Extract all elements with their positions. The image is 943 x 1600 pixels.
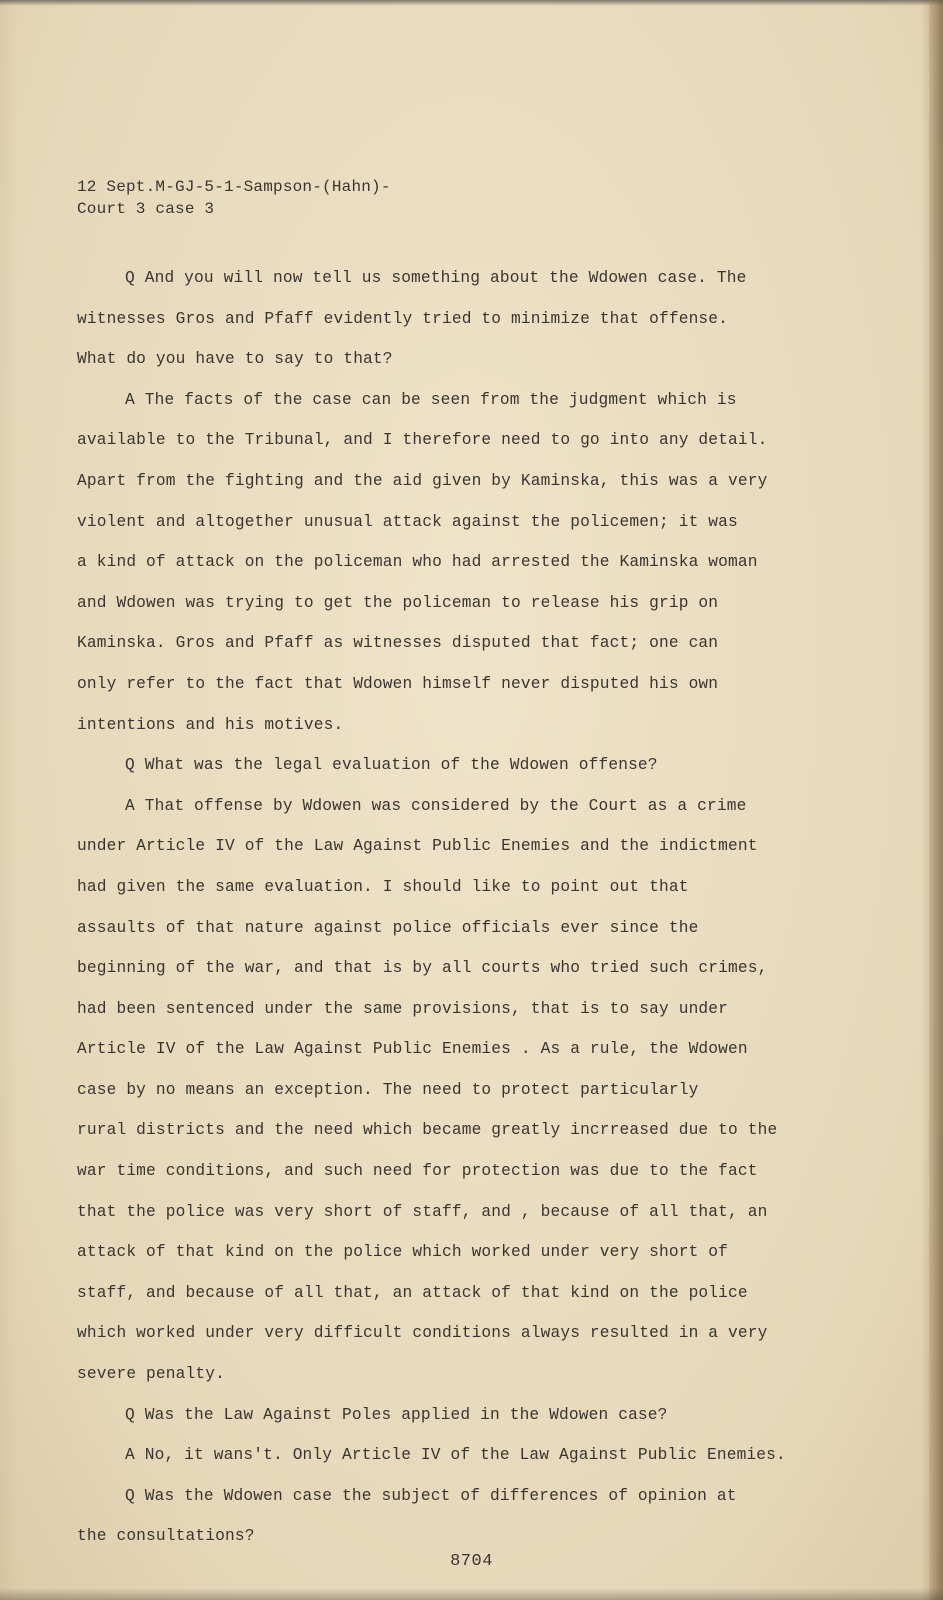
transcript-line: war time conditions, and such need for protection was due to the fact: [77, 1162, 758, 1181]
transcript-line: Kaminska. Gros and Pfaff as witnesses disputed that fact; one can: [77, 634, 719, 653]
transcript-line: only refer to the fact that Wdowen himself never disputed his own: [77, 674, 719, 693]
transcript-line: which worked under very difficult conditions always resulted in a very: [77, 1324, 768, 1343]
page-edge-shadow: [929, 0, 943, 1600]
transcript-line: intentions and his motives.: [77, 715, 344, 734]
transcript-line: assaults of that nature against police officials ever since the: [77, 918, 699, 937]
transcript-line: A No, it wans't. Only Article IV of the Law Against Public Enemies.: [125, 1446, 786, 1465]
transcript-line: witnesses Gros and Pfaff evidently tried to minimize that offense.: [77, 309, 729, 328]
transcript-line: available to the Tribunal, and I therefore need to go into any detail.: [77, 431, 768, 450]
transcript-line: Article IV of the Law Against Public Enemies . As a rule, the Wdowen: [77, 1040, 748, 1059]
transcript-line: a kind of attack on the policeman who had arrested the Kaminska woman: [77, 553, 758, 572]
transcript-line: beginning of the war, and that is by all courts who tried such crimes,: [77, 959, 768, 978]
transcript-body: [77, 258, 917, 1557]
transcript-line: violent and altogether unusual attack against the policemen; it was: [77, 512, 738, 531]
transcript-line: staff, and because of all that, an attack of that kind on the police: [77, 1283, 748, 1302]
transcript-line: Q What was the legal evaluation of the Wdowen offense?: [125, 756, 658, 775]
page-number: 8704: [450, 1552, 493, 1571]
page-bottom-shadow: [0, 1588, 943, 1600]
transcript-line: A That offense by Wdowen was considered by the Court as a crime: [125, 796, 747, 815]
transcript-line: and Wdowen was trying to get the policeman to release his grip on: [77, 593, 719, 612]
transcript-line: that the police was very short of staff, and , because of all that, an: [77, 1202, 768, 1221]
transcript-line: Q And you will now tell us something about the Wdowen case. The: [125, 269, 747, 287]
transcript-line: the consultations?: [77, 1527, 255, 1546]
transcript-line: A The facts of the case can be seen from the judgment which is: [125, 390, 737, 409]
transcript-line: attack of that kind on the police which worked under very short of: [77, 1243, 729, 1262]
transcript-line: rural districts and the need which became greatly incrreased due to the: [77, 1121, 778, 1140]
transcript-line: under Article IV of the Law Against Public Enemies and the indictment: [77, 837, 758, 856]
transcript-line: Apart from the fighting and the aid given by Kaminska, this was a very: [77, 471, 768, 490]
transcript-line: had been sentenced under the same provisions, that is to say under: [77, 999, 729, 1018]
transcript-line: Q Was the Law Against Poles applied in the Wdowen case?: [125, 1405, 668, 1424]
transcript-line: had given the same evaluation. I should like to point out that: [77, 877, 689, 896]
header-reference: 12 Sept.M-GJ-5-1-Sampson-(Hahn)-: [77, 178, 391, 196]
transcript-line: Q Was the Wdowen case the subject of differences of opinion at: [125, 1486, 737, 1505]
transcript-line: case by no means an exception. The need to protect particularly: [77, 1080, 699, 1099]
transcript-line: severe penalty.: [77, 1365, 225, 1384]
header-court-case: Court 3 case 3: [77, 200, 215, 218]
document-header: [77, 176, 391, 220]
transcript-line: What do you have to say to that?: [77, 350, 393, 369]
